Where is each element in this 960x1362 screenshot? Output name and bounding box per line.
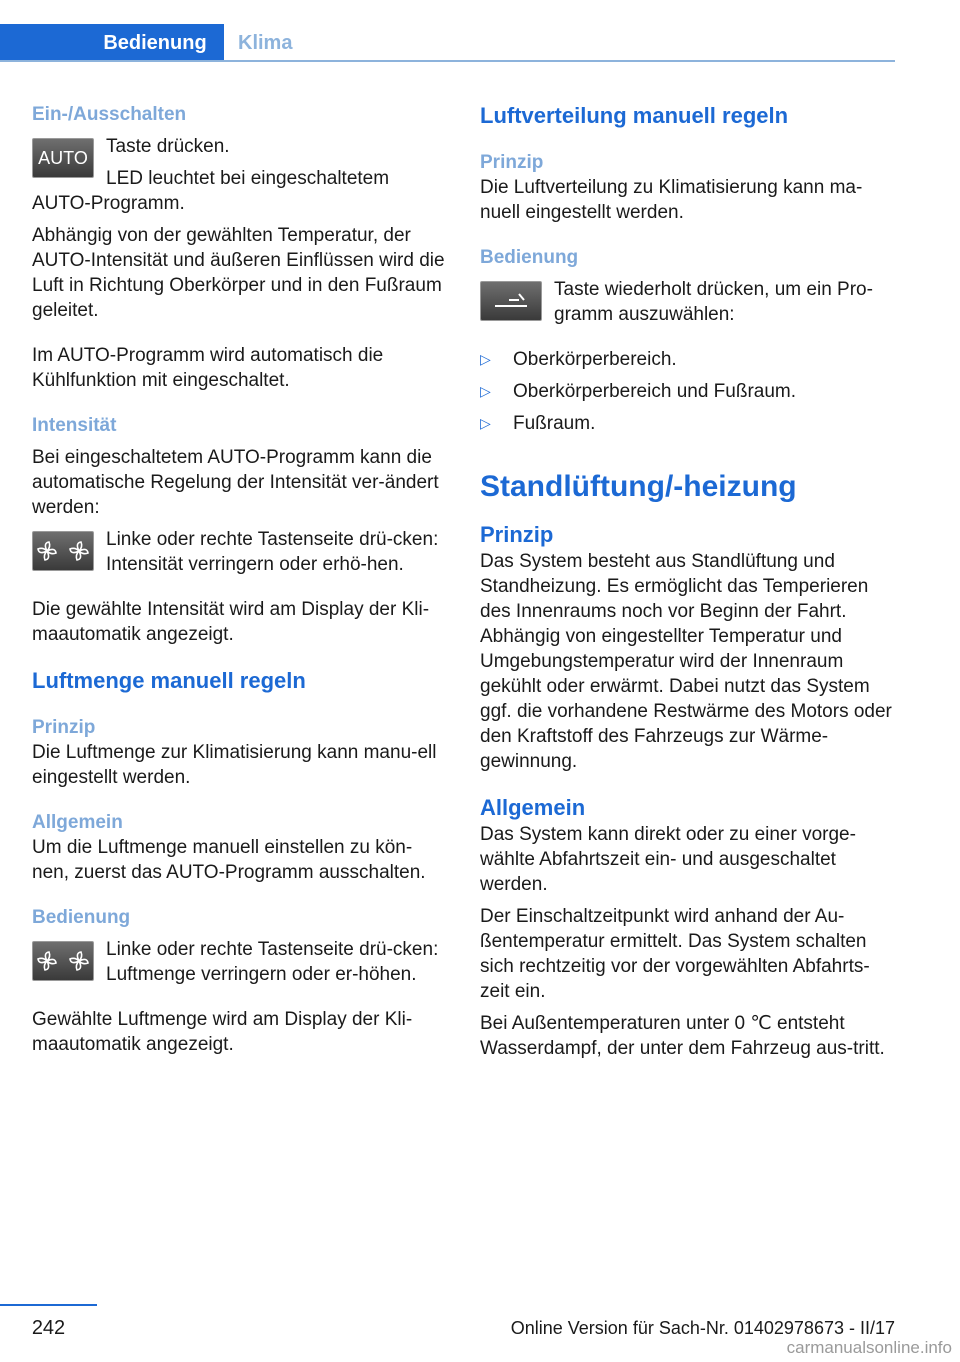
fan-icon	[35, 946, 91, 976]
paragraph: Um die Luftmenge manuell einstellen zu kön-nen, zuerst das AUTO-Programm ausschalten.	[32, 837, 426, 883]
paragraph: Bei Außentemperaturen unter 0 ℃ entsteht Wasserdampf, der unter dem Fahrzeug aus-tritt.	[480, 1013, 885, 1059]
section-title-luftmenge: Luftmenge manuell regeln	[32, 668, 306, 693]
subtitle-allgemein: Allgemein	[480, 795, 586, 820]
left-column	[32, 102, 448, 1057]
paragraph: Das System besteht aus Standlüftung und Standheizung. Es ermöglicht das Temperieren des Innenraums noch vor Beginn der Fahrt. Abhängig von eingestellter Temperatur und Umgebungstemperatur wird der Innenraum gekühlt oder erwärmt. Dabei nutzt das System ggf. die vorhandene Restwärme des Motors oder den Kraftstoff des Fahrzeugs zur Wärme-gewinnung.	[480, 551, 892, 772]
section-title-standlueftung: Standlüftung/-heizung	[480, 470, 797, 503]
paragraph: Gewählte Luftmenge wird am Display der Kli-maautomatik angezeigt.	[32, 1009, 413, 1055]
subtitle-prinzip: Prinzip	[32, 717, 96, 738]
footer-rule	[0, 1304, 97, 1306]
paragraph: Taste wiederholt drücken, um ein Pro-gramm auszuwählen:	[554, 279, 873, 325]
air-distribution-glyph	[491, 289, 531, 313]
auto-button-label: AUTO	[38, 147, 88, 168]
header-bar	[0, 24, 895, 62]
paragraph: Die Luftverteilung zu Klimatisierung kann ma-nuell eingestellt werden.	[480, 177, 863, 223]
list-item: ▷ Oberkörperbereich.	[480, 349, 677, 370]
paragraph: Das System kann direkt oder zu einer vorge-wählte Abfahrtszeit ein- und ausgeschaltet werden.	[480, 824, 856, 895]
tab-bedienung[interactable]: Bedienung	[0, 24, 224, 62]
page-number: 242	[31, 1317, 66, 1339]
section-title-intensitaet: Intensität	[32, 415, 117, 436]
paragraph: Linke oder rechte Tastenseite drü-cken: Luftmenge verringern oder er-höhen.	[106, 939, 439, 985]
right-column	[480, 102, 896, 1061]
auto-instruction	[32, 134, 448, 216]
paragraph: Abhängig von der gewählten Temperatur, der AUTO-Intensität und äußeren Einflüssen wird die Luft in Richtung Oberkörper und in den Fußraum geleitet.	[32, 225, 445, 321]
subtitle-bedienung: Bedienung	[480, 247, 579, 268]
subtitle-prinzip: Prinzip	[480, 522, 554, 547]
triangle-right-icon: ▷	[480, 351, 491, 367]
airflow-instruction	[32, 937, 448, 987]
fan-icon	[35, 536, 91, 566]
paragraph: Bei eingeschaltetem AUTO-Programm kann die automatische Regelung der Intensität ver-ändert werden:	[32, 447, 439, 518]
header-rule	[0, 60, 895, 62]
fan-intensity-icon	[32, 531, 94, 571]
paragraph: Der Einschaltzeitpunkt wird anhand der Au-ßentemperatur ermittelt. Das System schalten sich rechtzeitig vor der vorgewählten Abfahrts-zeit ein.	[480, 906, 870, 1002]
watermark: carmanualsonline.info	[786, 1338, 952, 1357]
paragraph: Die Luftmenge zur Klimatisierung kann manu-ell eingestellt werden.	[32, 742, 437, 788]
paragraph: Taste drücken.	[106, 136, 230, 157]
subtitle-prinzip: Prinzip	[480, 152, 544, 173]
triangle-right-icon: ▷	[480, 415, 491, 431]
section-title-ein-ausschalten: Ein-/Ausschalten	[32, 104, 187, 125]
fan-airflow-icon	[32, 941, 94, 981]
online-version: Online Version für Sach-Nr. 01402978673 - II/17	[510, 1318, 895, 1338]
subtitle-bedienung: Bedienung	[32, 907, 131, 928]
tab-klima[interactable]: Klima	[238, 31, 293, 54]
distribution-instruction	[480, 277, 896, 327]
triangle-right-icon: ▷	[480, 383, 491, 399]
air-distribution-icon	[480, 281, 542, 321]
program-list	[480, 347, 896, 436]
list-item: ▷ Oberkörperbereich und Fußraum.	[480, 381, 797, 402]
paragraph: Die gewählte Intensität wird am Display der Kli-maautomatik angezeigt.	[32, 599, 430, 645]
section-title-luftverteilung: Luftverteilung manuell regeln	[480, 103, 789, 128]
paragraph: Linke oder rechte Tastenseite drü-cken: Intensität verringern oder erhö-hen.	[106, 529, 439, 575]
paragraph: Im AUTO-Programm wird automatisch die Kühlfunktion mit eingeschaltet.	[32, 345, 384, 391]
subtitle-allgemein: Allgemein	[32, 812, 123, 833]
auto-button-icon	[32, 138, 94, 178]
intensity-instruction	[32, 527, 448, 577]
paragraph: LED leuchtet bei eingeschaltetem AUTO-Programm.	[32, 168, 390, 214]
list-item: ▷ Fußraum.	[480, 413, 596, 434]
